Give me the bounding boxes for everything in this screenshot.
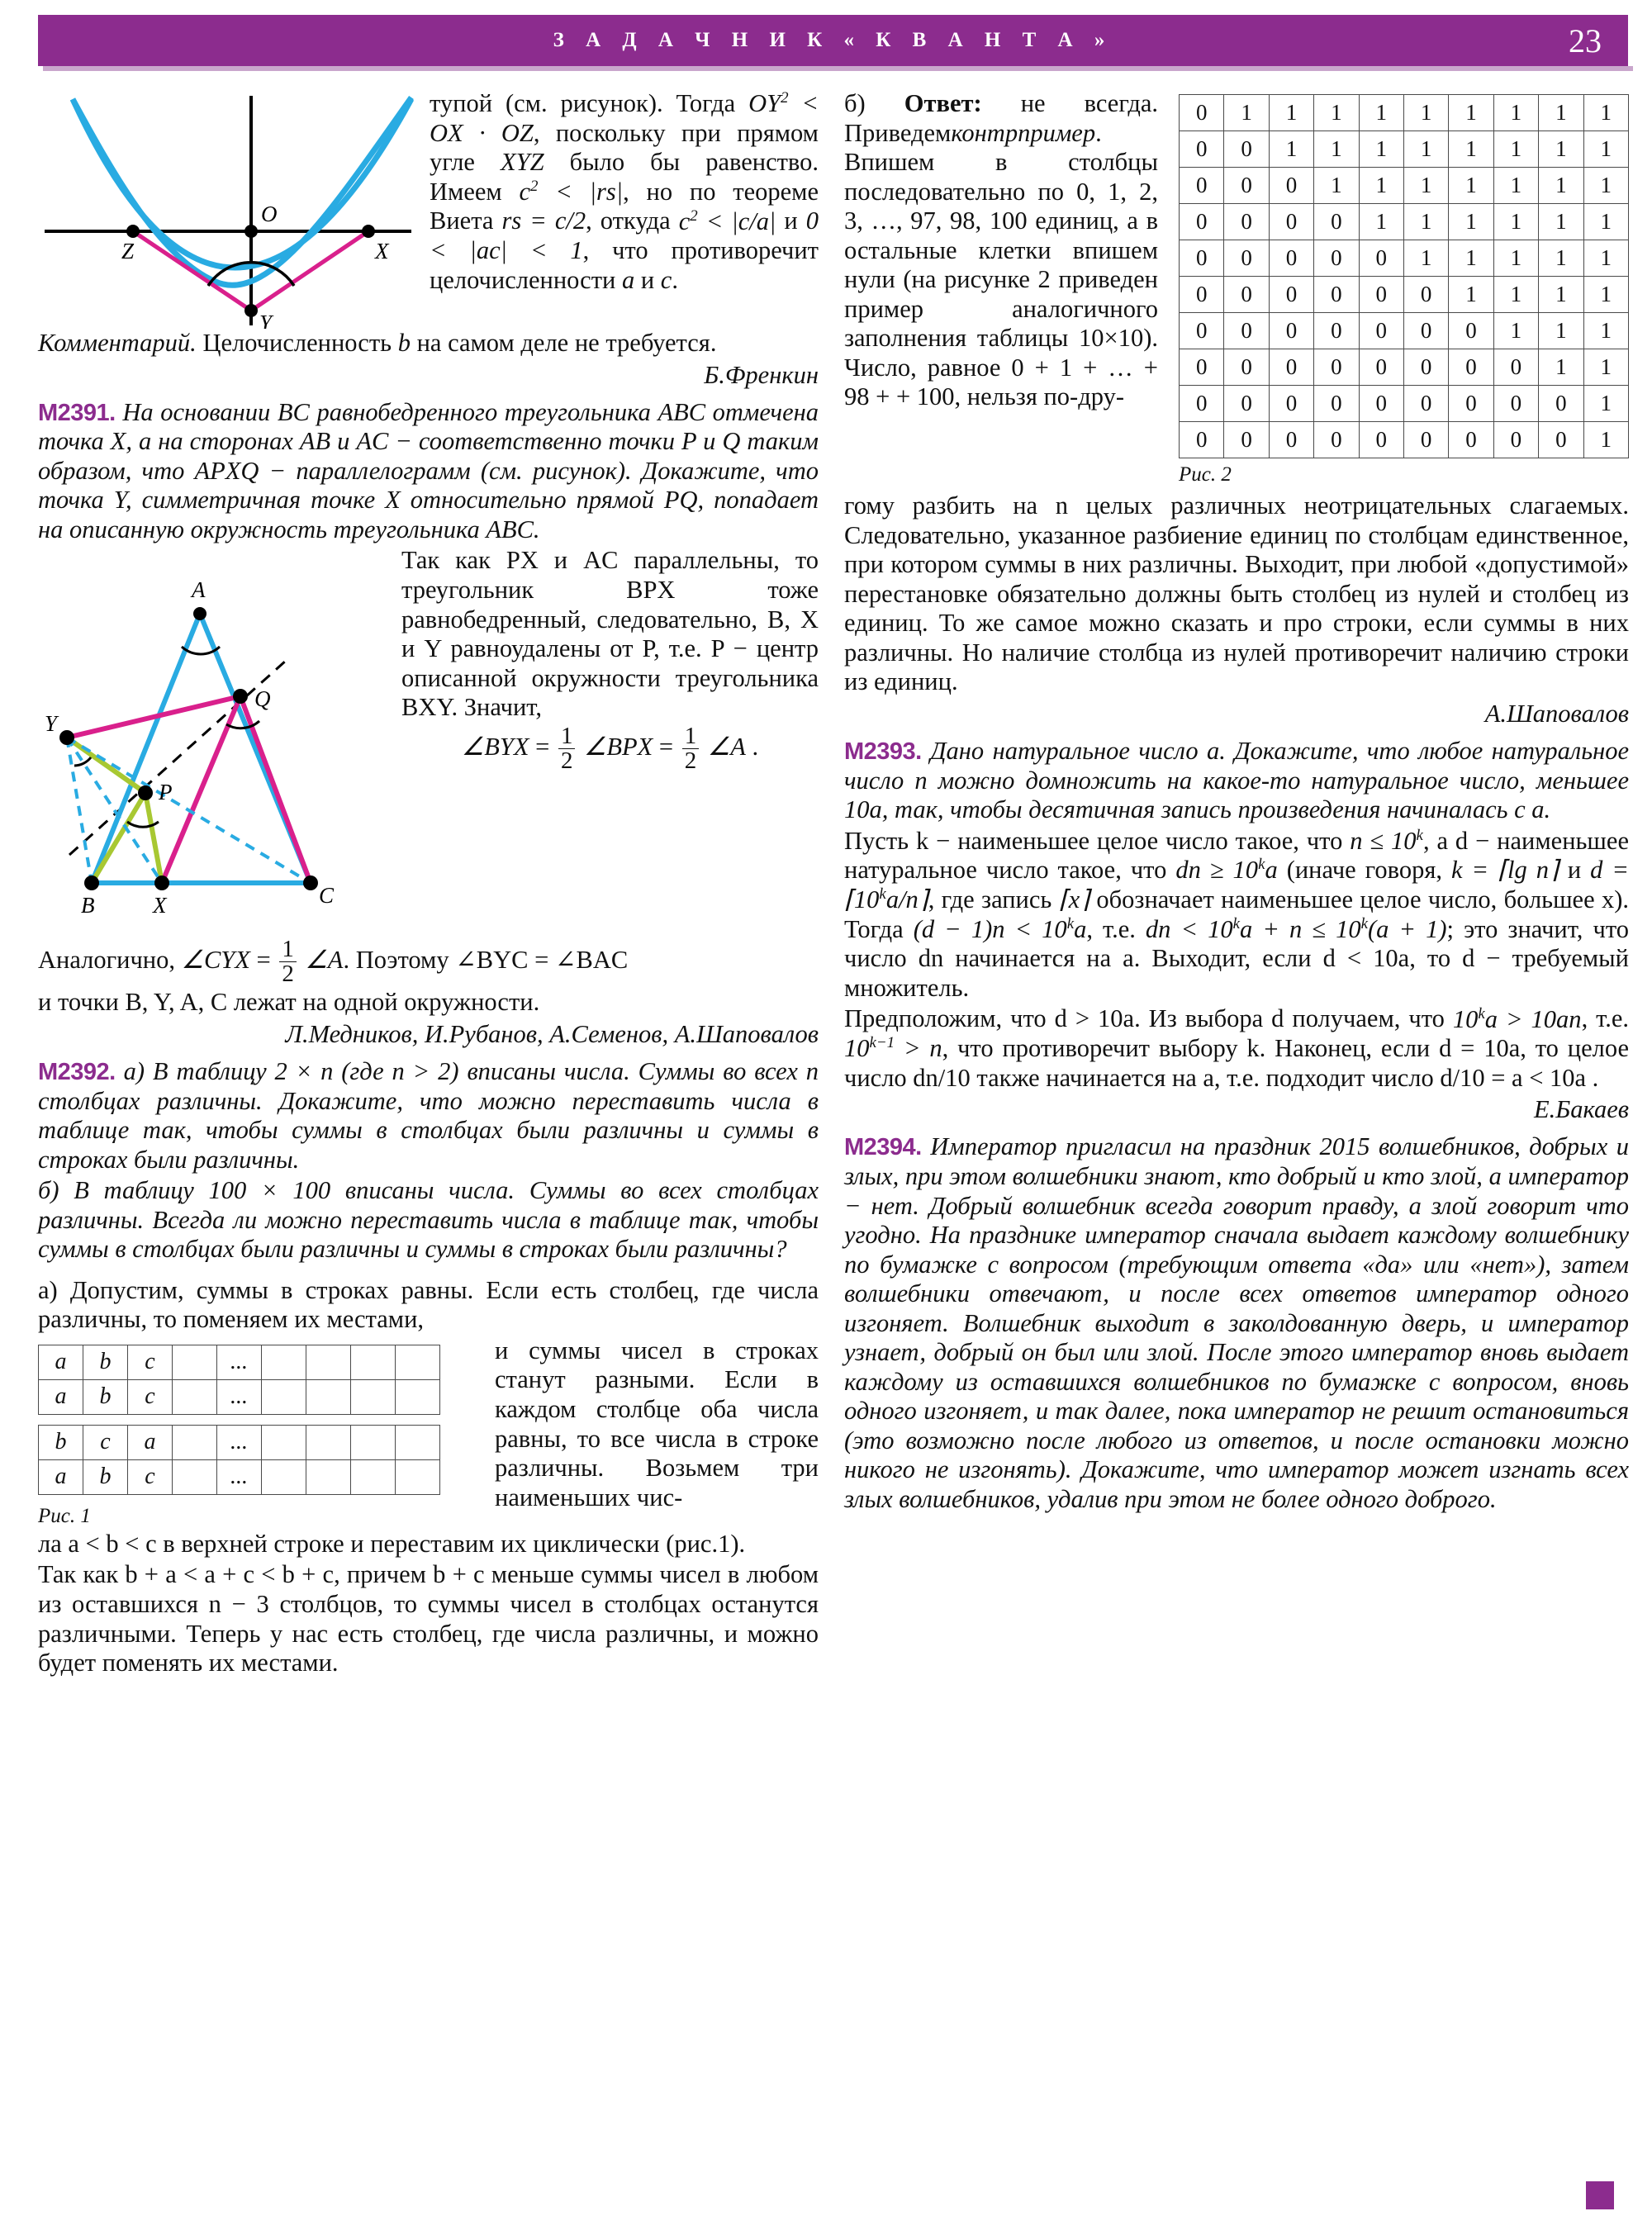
svg-text:Y: Y — [45, 711, 58, 737]
ris2-row — [1180, 386, 1629, 422]
text-run: ла a < b < c в верхней строке и переставим их циклически (рис.1). — [38, 1529, 746, 1558]
table-cell — [306, 1379, 351, 1414]
ris1-table-top — [38, 1345, 440, 1415]
problem-m2391-statement — [38, 398, 819, 545]
text-run: . Поэтому ∠BYC = ∠BAC — [343, 946, 629, 975]
table-cell: 0 — [1314, 349, 1359, 386]
m2392-solution-a1: а) Допустим, суммы в строках равны. Если есть столбец, где числа различны, то поменяем их местами, — [38, 1275, 819, 1334]
table-cell: 0 — [1403, 386, 1448, 422]
m2392-solution-a2 — [38, 1530, 819, 1559]
table-cell: b — [83, 1345, 128, 1379]
m2393-solution-1: Пусть k − наименьшее целое число такое, что $n \le 10^k$, а d − наименьшее натуральное число такое, что dn ≥ $10^ka$ (иначе говоря, k = ⌈lg n⌉ и $d = ⌈10^ka/n⌉$, где запись ⌈x⌉ обозначает наименьшее целое число, большее x). Тогда $(d - 1)n < 10^ka$, т.е. dn < $10^ka + n \le 10^k(a + 1)$; это значит, что число dn начинается на a. Выходит, если d < 10a, то d − требуемый множитель. — [844, 826, 1630, 1002]
table-cell: 0 — [1493, 349, 1538, 386]
table-cell: 1 — [1314, 168, 1359, 204]
table-cell — [306, 1459, 351, 1494]
table-cell — [351, 1345, 396, 1379]
table-cell — [173, 1345, 217, 1379]
table-cell: a — [128, 1425, 173, 1459]
table-cell: 0 — [1359, 349, 1403, 386]
ris2-row — [1180, 204, 1629, 240]
table-cell: 1 — [1539, 349, 1583, 386]
text-run: , а d − наименьшее натуральное число такое, что — [844, 826, 1629, 885]
svg-text:O: O — [261, 202, 278, 226]
ris2-caption: Рис. 2 — [1179, 463, 1232, 486]
table-cell: 0 — [1269, 204, 1313, 240]
table-cell: 0 — [1269, 422, 1313, 458]
table-cell: 0 — [1449, 386, 1493, 422]
answer-value: не всегда. — [1020, 89, 1159, 117]
table-cell: 1 — [1583, 386, 1628, 422]
m2392-solution-a-side: и суммы чисел в строках станут разными. Если в каждом столбце оба числа равны, то все числа в строке различны. Возьмем три наименьших чис- — [495, 1336, 819, 1511]
ris2-row — [1180, 277, 1629, 313]
table-cell: 1 — [1493, 313, 1538, 349]
table-cell: 0 — [1180, 349, 1224, 386]
table-cell: 0 — [1224, 422, 1269, 458]
svg-text:Y: Y — [259, 311, 273, 329]
parabola-figure — [38, 89, 418, 329]
table-cell: 1 — [1583, 349, 1628, 386]
table-cell: 1 — [1449, 277, 1493, 313]
text-run: , где запись — [928, 885, 1052, 914]
table-cell: 1 — [1314, 95, 1359, 131]
ris1-row — [39, 1345, 440, 1379]
table-cell — [262, 1425, 306, 1459]
text-run: , что противоречит целочисленности — [430, 236, 819, 294]
table-cell — [306, 1425, 351, 1459]
table-cell: c — [83, 1425, 128, 1459]
text-run: , откуда — [586, 206, 671, 235]
text-run: было бы равенство. Имеем — [430, 148, 819, 206]
table-cell: 0 — [1180, 386, 1224, 422]
text-run: б) — [844, 89, 866, 117]
table-cell — [351, 1425, 396, 1459]
table-cell: 0 — [1269, 313, 1313, 349]
ris1-table-bottom — [38, 1425, 440, 1495]
table-cell: 1 — [1539, 95, 1583, 131]
table-cell: 1 — [1493, 204, 1538, 240]
table-cell: 0 — [1314, 277, 1359, 313]
table-cell: 1 — [1359, 168, 1403, 204]
table-cell: 0 — [1180, 204, 1224, 240]
table-cell: 0 — [1493, 386, 1538, 422]
table-cell: 0 — [1359, 277, 1403, 313]
table-cell: 0 — [1224, 313, 1269, 349]
m2391-solution-2: Аналогично, ∠CYX = $\frac{1}{2}$ ∠A. Поэтому ∠BYC = ∠BAC — [38, 936, 629, 988]
ris2-table — [1179, 94, 1629, 458]
table-cell: 1 — [1224, 95, 1269, 131]
triangle-figure — [38, 549, 393, 937]
answer-paragraph — [844, 89, 1158, 412]
table-cell: 1 — [1583, 240, 1628, 277]
table-cell: 1 — [1449, 168, 1493, 204]
table-cell: 1 — [1359, 131, 1403, 168]
table-cell: 0 — [1224, 168, 1269, 204]
table-cell: b — [83, 1379, 128, 1414]
table-cell: 0 — [1180, 240, 1224, 277]
svg-text:B: B — [81, 893, 95, 918]
table-cell: 1 — [1269, 95, 1313, 131]
text-run: (иначе говоря, — [1286, 856, 1443, 885]
table-cell: 0 — [1359, 313, 1403, 349]
table-cell: 0 — [1403, 349, 1448, 386]
table-cell: 0 — [1493, 422, 1538, 458]
table-cell — [351, 1459, 396, 1494]
text-run: Пусть k − наименьшее целое число такое, что — [844, 826, 1343, 855]
table-cell: 0 — [1269, 277, 1313, 313]
table-cell: 0 — [1269, 349, 1313, 386]
text-run: . Впишем в столбцы последовательно по 0, 1, 2, 3, …, 97, 98, 100 единиц, а в остальные клетки впишем нули (на рисунке 2 приведен пример аналогичного заполнения таблицы 10×10). Число, равное 0 + 1 + … + 98 + + 100, нельзя по-дру- — [844, 118, 1158, 411]
ris2-figure — [1179, 91, 1629, 486]
problem-number-m2392: M2392. — [38, 1058, 116, 1085]
ris1-row — [39, 1379, 440, 1414]
table-cell: 1 — [1403, 204, 1448, 240]
table-cell: 0 — [1539, 386, 1583, 422]
answer-paragraph-cont: гому разбить на n целых различных неотрицательных слагаемых. Следовательно, указанное разбиение единиц по столбцам единственное, при котором суммы в них различны. Выходит, при любой «допустимой» перестановке обязательно должны быть столбец из нулей и столбец из единиц. То же самое можно сказать и про строки, если суммы в них различны. Но наличие столбца из нулей противоречит наличию строки из единиц. — [844, 491, 1629, 696]
ris1-row — [39, 1459, 440, 1494]
table-cell: 1 — [1403, 240, 1448, 277]
table-cell: ... — [217, 1345, 262, 1379]
table-cell: ... — [217, 1425, 262, 1459]
table-cell: 1 — [1539, 168, 1583, 204]
table-cell: 0 — [1224, 240, 1269, 277]
table-cell: 0 — [1180, 313, 1224, 349]
text-run: , т.е. — [1581, 1004, 1629, 1033]
table-cell: b — [39, 1425, 83, 1459]
ris2-row — [1180, 240, 1629, 277]
text-run: обозначает наименьшее целое число, большее x). Тогда — [844, 885, 1630, 943]
svg-text:Q: Q — [254, 686, 271, 712]
table-cell: 1 — [1403, 131, 1448, 168]
text-run: Целочисленность — [202, 329, 392, 357]
problem-number-m2391: M2391. — [38, 399, 116, 426]
table-cell: 0 — [1224, 277, 1269, 313]
text-run-italic: контрпример — [951, 118, 1096, 147]
table-cell: 0 — [1224, 131, 1269, 168]
table-cell: a — [39, 1379, 83, 1414]
ris2-row — [1180, 168, 1629, 204]
text-run: а) В таблицу 2 × n (где n > 2) вписаны числа. Суммы во всех n столбцах различны. Докажите, что можно переставить числа в таблице так, чтобы суммы в столбцах были различны и суммы в строках были различны. — [38, 1056, 819, 1174]
table-cell — [262, 1345, 306, 1379]
comment-label: Комментарий. — [38, 329, 197, 357]
author-bakaev: Е.Бакаев — [1533, 1095, 1629, 1124]
svg-text:X: X — [153, 893, 167, 918]
table-cell: 0 — [1449, 349, 1493, 386]
ris2-row — [1180, 131, 1629, 168]
table-cell: 1 — [1403, 168, 1448, 204]
table-cell: 1 — [1583, 168, 1628, 204]
table-cell: a — [39, 1345, 83, 1379]
text-run: ; это значит, что число dn начинается на a. Выходит, если d < 10a, то d − требуемый множитель. — [844, 914, 1629, 1002]
authors-m2391: Л.Медников, И.Рубанов, А.Семенов, А.Шаповалов — [285, 1019, 819, 1048]
table-cell: 1 — [1583, 277, 1628, 313]
table-cell: 1 — [1449, 240, 1493, 277]
table-cell: 1 — [1583, 95, 1628, 131]
problem-m2393-statement — [844, 737, 1629, 825]
table-cell: 1 — [1449, 131, 1493, 168]
left-column — [38, 89, 819, 1680]
table-cell: c — [128, 1379, 173, 1414]
table-cell: 0 — [1403, 422, 1448, 458]
table-cell — [396, 1459, 440, 1494]
table-cell: 1 — [1583, 422, 1628, 458]
table-cell: 0 — [1180, 168, 1224, 204]
table-cell: 1 — [1583, 131, 1628, 168]
problem-m2392-statement-b: б) В таблицу 100 × 100 вписаны числа. Суммы во всех столбцах различны. Всегда ли можно переставить числа в таблице так, чтобы суммы в столбцах были различны и суммы в строках были различны? — [38, 1176, 819, 1264]
table-cell: 1 — [1539, 277, 1583, 313]
table-cell: 1 — [1269, 131, 1313, 168]
table-cell: 1 — [1583, 204, 1628, 240]
table-cell: 0 — [1359, 240, 1403, 277]
table-cell: 0 — [1359, 422, 1403, 458]
table-cell: ... — [217, 1459, 262, 1494]
table-cell — [351, 1379, 396, 1414]
table-cell — [262, 1459, 306, 1494]
table-cell: 1 — [1359, 95, 1403, 131]
text-run: Император пригласил на праздник 2015 волшебников, добрых и злых, при этом волшебники знают, кто добрый и кто злой, а император − нет. Добрый волшебник всегда говорит правду, а злой говорит что угодно. На празднике император сначала выдает каждому волшебнику по бумажке с вопросом (требующим ответа «да» или «нет»), затем волшебники отвечают, и после всех ответов император одного изгоняет. Волшебник выходит в заколдованную дверь, и император узнает, добрый он был или злой. После этого император вновь выдает каждому из оставшихся волшебников по бумажке с вопросом, вновь одного изгоняет, и так далее, пока император не решит остановиться (это возможно после любого из ответов, и после остановки можно никого не изгонять). Докажите, что император может изгнать всех злых волшебников, удалив при этом не более одного доброго. — [844, 1132, 1629, 1513]
table-cell: 0 — [1224, 386, 1269, 422]
table-cell: 0 — [1269, 240, 1313, 277]
problem-number-m2393: M2393. — [844, 738, 922, 765]
table-cell: 0 — [1449, 422, 1493, 458]
table-cell: 1 — [1493, 240, 1538, 277]
m2391-formula-1: ∠BYX = $\frac{1}{2}$ ∠BPX = $\frac{1}{2}$ ∠A . — [461, 722, 759, 774]
table-cell: 0 — [1314, 240, 1359, 277]
text-run: Дано натуральное число a. Докажите, что любое натуральное число n можно домножить на какое-то натуральное число, меньшее 10a, так, чтобы десятичная запись произведения начиналась с a. — [844, 736, 1630, 824]
table-cell — [262, 1379, 306, 1414]
author-frenkin: Б.Френкин — [704, 360, 819, 389]
end-of-article-marker — [1586, 2181, 1614, 2209]
text-run: тупой (см. рисунок). Тогда — [430, 89, 736, 118]
table-cell: 1 — [1403, 95, 1448, 131]
table-cell: 0 — [1180, 422, 1224, 458]
ris1-caption: Рис. 1 — [38, 1504, 91, 1527]
table-cell — [173, 1425, 217, 1459]
banner-shadow — [43, 66, 1633, 71]
problem-m2392-statement-a — [38, 1057, 819, 1174]
table-cell: 0 — [1403, 277, 1448, 313]
author-shapovalov: А.Шаповалов — [1484, 699, 1629, 728]
table-cell — [173, 1459, 217, 1494]
text-run: , т.е. — [1086, 914, 1136, 943]
table-cell: 1 — [1583, 313, 1628, 349]
table-cell: 1 — [1539, 240, 1583, 277]
table-cell — [396, 1425, 440, 1459]
table-cell: 1 — [1359, 204, 1403, 240]
text-run: и — [1567, 856, 1582, 885]
paragraph-obtuse: тупой (см. рисунок). Тогда $OY^2$ < OX · OZ, поскольку при прямом угле XYZ было бы равенство. Имеем $c^2 < |rs|$, но по теореме Виета rs = c/2, откуда $c^2 < |c/a|$ и 0 < |ac| < 1, что противоречит целочисленности a и c. — [430, 89, 819, 294]
table-cell: ... — [217, 1379, 262, 1414]
text-run: На основании BC равнобедренного треугольника ABC отмечена точка X, а на сторонах AB и AC − соответственно точки P и Q таким образом, что APXQ − параллелограмм (см. рисунок). Докажите, что точка Y, симметричная точке X относительно прямой PQ, попадает на описанную окружность треугольника ABC. — [38, 397, 819, 543]
right-column — [844, 89, 1629, 1516]
table-cell: c — [128, 1459, 173, 1494]
table-cell — [306, 1345, 351, 1379]
table-cell: 0 — [1314, 204, 1359, 240]
svg-text:A: A — [192, 577, 206, 603]
problem-m2394-statement — [844, 1132, 1629, 1514]
table-cell: 0 — [1180, 95, 1224, 131]
text-run: , но по теореме Виета — [430, 177, 819, 235]
table-cell: 0 — [1180, 131, 1224, 168]
table-cell: 0 — [1314, 422, 1359, 458]
table-cell: 1 — [1449, 95, 1493, 131]
table-cell: 1 — [1539, 131, 1583, 168]
ris1-figure — [38, 1345, 480, 1528]
problem-number-m2394: M2394. — [844, 1134, 922, 1161]
table-cell: 0 — [1269, 168, 1313, 204]
svg-text:X: X — [375, 239, 389, 263]
table-cell: 1 — [1493, 131, 1538, 168]
ris2-row — [1180, 313, 1629, 349]
table-cell: 1 — [1493, 168, 1538, 204]
ris2-row — [1180, 95, 1629, 131]
header-title: З А Д А Ч Н И К « К В А Н Т А » — [553, 29, 1113, 51]
table-cell: 1 — [1539, 204, 1583, 240]
table-cell: 0 — [1403, 313, 1448, 349]
text-run: и — [640, 265, 655, 294]
page-header-banner — [38, 15, 1628, 66]
table-cell — [396, 1345, 440, 1379]
table-cell: 1 — [1449, 204, 1493, 240]
table-cell — [173, 1379, 217, 1414]
page-number: 23 — [1569, 22, 1602, 59]
table-cell: 0 — [1180, 277, 1224, 313]
ris2-row — [1180, 422, 1629, 458]
svg-text:Z: Z — [121, 239, 135, 263]
table-cell: 0 — [1539, 422, 1583, 458]
table-cell: 1 — [1493, 95, 1538, 131]
table-cell: 0 — [1359, 386, 1403, 422]
m2392-solution-a3: Так как b + a < a + c < b + c, причем b + c меньше суммы чисел в любом из оставшихся n − 3 столбцов, то суммы чисел в столбцах останутся различными. Теперь у нас есть столбец, где числа различны, и можно будет поменять их местами. — [38, 1560, 819, 1677]
table-cell: 1 — [1539, 313, 1583, 349]
table-cell — [396, 1379, 440, 1414]
svg-text:C: C — [319, 883, 335, 909]
table-cell: 0 — [1449, 313, 1493, 349]
text-run: и — [784, 206, 798, 235]
text-run: Предположим, что d > 10a. Из выбора d получаем, что — [844, 1004, 1445, 1033]
text-run: Аналогично, — [38, 946, 175, 975]
table-cell: 1 — [1314, 131, 1359, 168]
paragraph-comment: Комментарий. Целочисленность b на самом деле не требуется. — [38, 329, 717, 357]
table-cell: 1 — [1493, 277, 1538, 313]
table-cell: c — [128, 1345, 173, 1379]
svg-text:P: P — [159, 780, 173, 805]
text-run: на самом деле не требуется. — [416, 329, 717, 357]
m2391-solution-3: и точки B, Y, A, C лежат на одной окружности. — [38, 988, 540, 1017]
table-cell: 0 — [1314, 313, 1359, 349]
m2393-solution-2: Предположим, что d > 10a. Из выбора d получаем, что $10^ka > 10an$, т.е. $10^{k-1} > n$, что противоречит выбору k. Наконец, если d = 10a, то целое число dn/10 также начинается на a, т.е. подходит число d/10 = a < 10a . — [844, 1004, 1629, 1092]
table-cell: 0 — [1224, 349, 1269, 386]
ris1-row — [39, 1425, 440, 1459]
text-run: , что противоречит выбору k. Наконец, если d = 10a, то целое число dn/10 также начинается на a, т.е. подходит число d/10 = a < 10a . — [844, 1034, 1629, 1092]
text-run: , поскольку при прямом угле — [430, 118, 819, 177]
ris2-row — [1180, 349, 1629, 386]
table-cell: 0 — [1314, 386, 1359, 422]
table-cell: b — [83, 1459, 128, 1494]
text-run: Так как PX и AC параллельны, то треугольник BPX тоже равнобедренный, следовательно, B, X и Y равноудалены от P, т.е. P − центр описанной окружности треугольника BXY. Значит, — [401, 546, 819, 722]
table-cell: a — [39, 1459, 83, 1494]
table-cell: 0 — [1224, 204, 1269, 240]
text-run: Приведем — [844, 118, 952, 147]
table-cell: 0 — [1269, 386, 1313, 422]
answer-label: Ответ: — [904, 89, 982, 117]
